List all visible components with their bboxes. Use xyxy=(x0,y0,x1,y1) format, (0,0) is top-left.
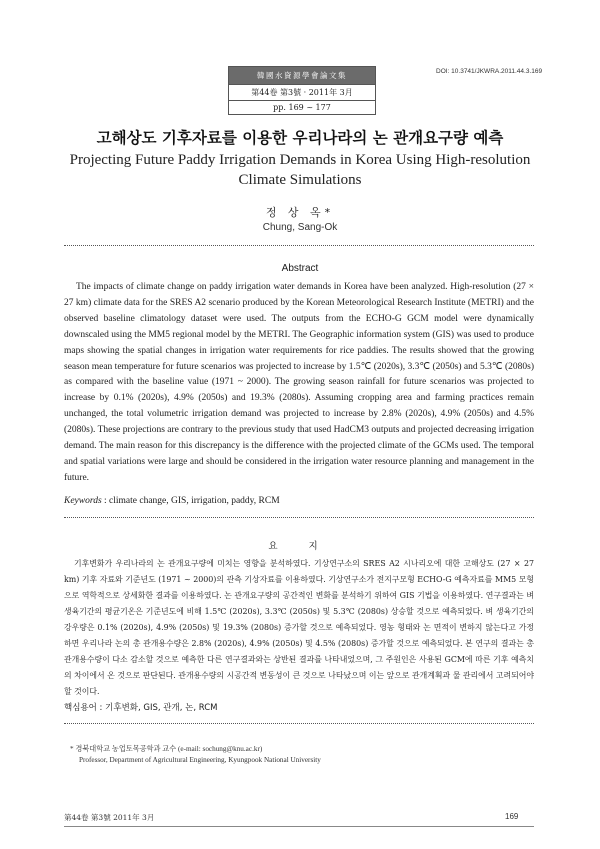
footer-page-number: 169 xyxy=(505,812,519,821)
divider-middle xyxy=(64,517,534,518)
author-footnote xyxy=(70,744,530,766)
author-korean: 정 상 옥* xyxy=(265,206,335,219)
title-english-line2: Climate Simulations xyxy=(238,172,362,188)
keywords-korean-label: 핵심용어 xyxy=(64,703,97,713)
doi-text: DOI: 10.3741/JKWRA.2011.44.3.169 xyxy=(436,68,543,75)
author-english: Chung, Sang-Ok xyxy=(262,222,338,233)
keywords-separator: : xyxy=(101,496,110,506)
keywords-value: climate change, GIS, irrigation, paddy, RCM xyxy=(109,496,280,506)
keywords-label: Keywords xyxy=(64,496,102,506)
title-korean: 고해상도 기후자료를 이용한 우리나라의 논 관개요구량 예측 xyxy=(96,129,504,147)
korean-abstract-text: 기후변화가 우리나라의 논 관개요구량에 미치는 영향을 분석하였다. 기상연구소의 SRES A2 시나리오에 대한 고해상도 (27 × 27 km) 기후 자료와 기준년도 (1971 ~ 2000)의 관측 기상자료를 이용하였다. 기상연구소가 전지구모형 ECHO-G 예측자료를 MM5 모형으로 역학적으로 상세화한 결과를 이용하였다. 논 관개요구량의 공간적인 변화를 분석하기 위하여 GIS 기법을 이용하였다. 연구결과는 벼 생육기간의 평균기온은 기준년도에 비해 1.5℃ (2020s), 3.3℃ (2050s) 및 5.3℃ (2080s) 상승할 것으로 예측되었다. 벼 생육기간의 강우량은 0.1% (2020s), 4.9% (2050s) 및 19.3% (2080s) 증가할 것으로 예측되었다. 영농 형태와 논 면적이 변하지 않는다고 가정하면 우리나라 논의 총 관개용수량은 2.8% (2020s), 4.9% (2050s) 및 4.5% (2080s) 증가할 것으로 예측되었다. 본 연구의 결과는 총 관개용수량이 다소 감소할 것으로 예측한 다른 연구결과와는 상반된 결과를 나타내었으며, 그 주원인은 사용된 GCM에 따른 기후 예측치의 차이에서 온 것으로 판단된다. 관개용수량의 시공간적 변동성이 큰 것으로 나타났으며 이는 앞으로 관개계획과 물 관리에서 고려되어야 할 것이다. xyxy=(64,559,534,696)
journal-info-box xyxy=(228,66,376,115)
page-range: pp. 169 ~ 177 xyxy=(229,100,375,114)
footnote-korean: * 경북대학교 농업토목공학과 교수 (e-mail: sochung@knu.ac.kr) xyxy=(70,745,263,753)
footer-divider xyxy=(64,826,534,827)
keywords-korean-value: 기후변화, GIS, 관개, 논, RCM xyxy=(105,703,218,713)
abstract-heading: Abstract xyxy=(281,263,319,274)
title-english xyxy=(60,150,540,190)
title-english-line1: Projecting Future Paddy Irrigation Demands in Korea Using High-resolution xyxy=(69,152,531,168)
footnote-english: Professor, Department of Agricultural Engineering, Kyungpook National University xyxy=(79,756,321,764)
abstract-text: The impacts of climate change on paddy irrigation water demands in Korea have been analyzed. High-resolution (27 × 27 km) climate data for the SRES A2 scenario produced by the Korean Meteorological Research Institute (METRI) and the observed baseline climatology dataset were used. The outputs from the ECHO-G GCM model were dynamically downscaled using the MM5 regional model by the METRI. The Geographic information system (GIS) was used to produce maps showing the spatial changes in irrigation water requirements for rice paddies. The results showed that the growing season mean temperature for future scenarios was projected to increase by 1.5℃ (2020s), 3.3℃ (2050s) and 5.3℃ (2080s) as compared with the baseline value (1971 ~ 2000). The growing season rainfall for future scenarios was projected to increase by 0.1% (2020s), 4.9% (2050s) and 19.3% (2080s). Assuming cropping area and farming practices remain unchanged, the total volumetric irrigation demand was projected to increase by 2.8% (2020s), 4.9% (2050s) and 4.5% (2080s). These projections are contrary to the previous study that used HadCM3 outputs and projected decreasing irrigation demand. The main reason for this discrepancy is the difference with the projected climate of the GCMs used. The temporal and spatial variations were large and should be considered in the irrigation water resource planning and management in the future. xyxy=(64,282,534,483)
journal-name: 韓國水資源學會論文集 xyxy=(229,67,375,84)
divider-top xyxy=(64,245,534,246)
keywords-english xyxy=(64,496,534,506)
keywords-korean xyxy=(64,701,534,713)
volume-issue: 第44卷 第3號 · 2011年 3月 xyxy=(229,84,375,100)
footer-volume: 第44卷 第3號 2011年 3月 xyxy=(64,813,155,822)
keywords-korean-separator: : xyxy=(96,703,106,713)
korean-abstract-heading: 요 지 xyxy=(268,541,332,552)
divider-bottom xyxy=(64,723,534,724)
